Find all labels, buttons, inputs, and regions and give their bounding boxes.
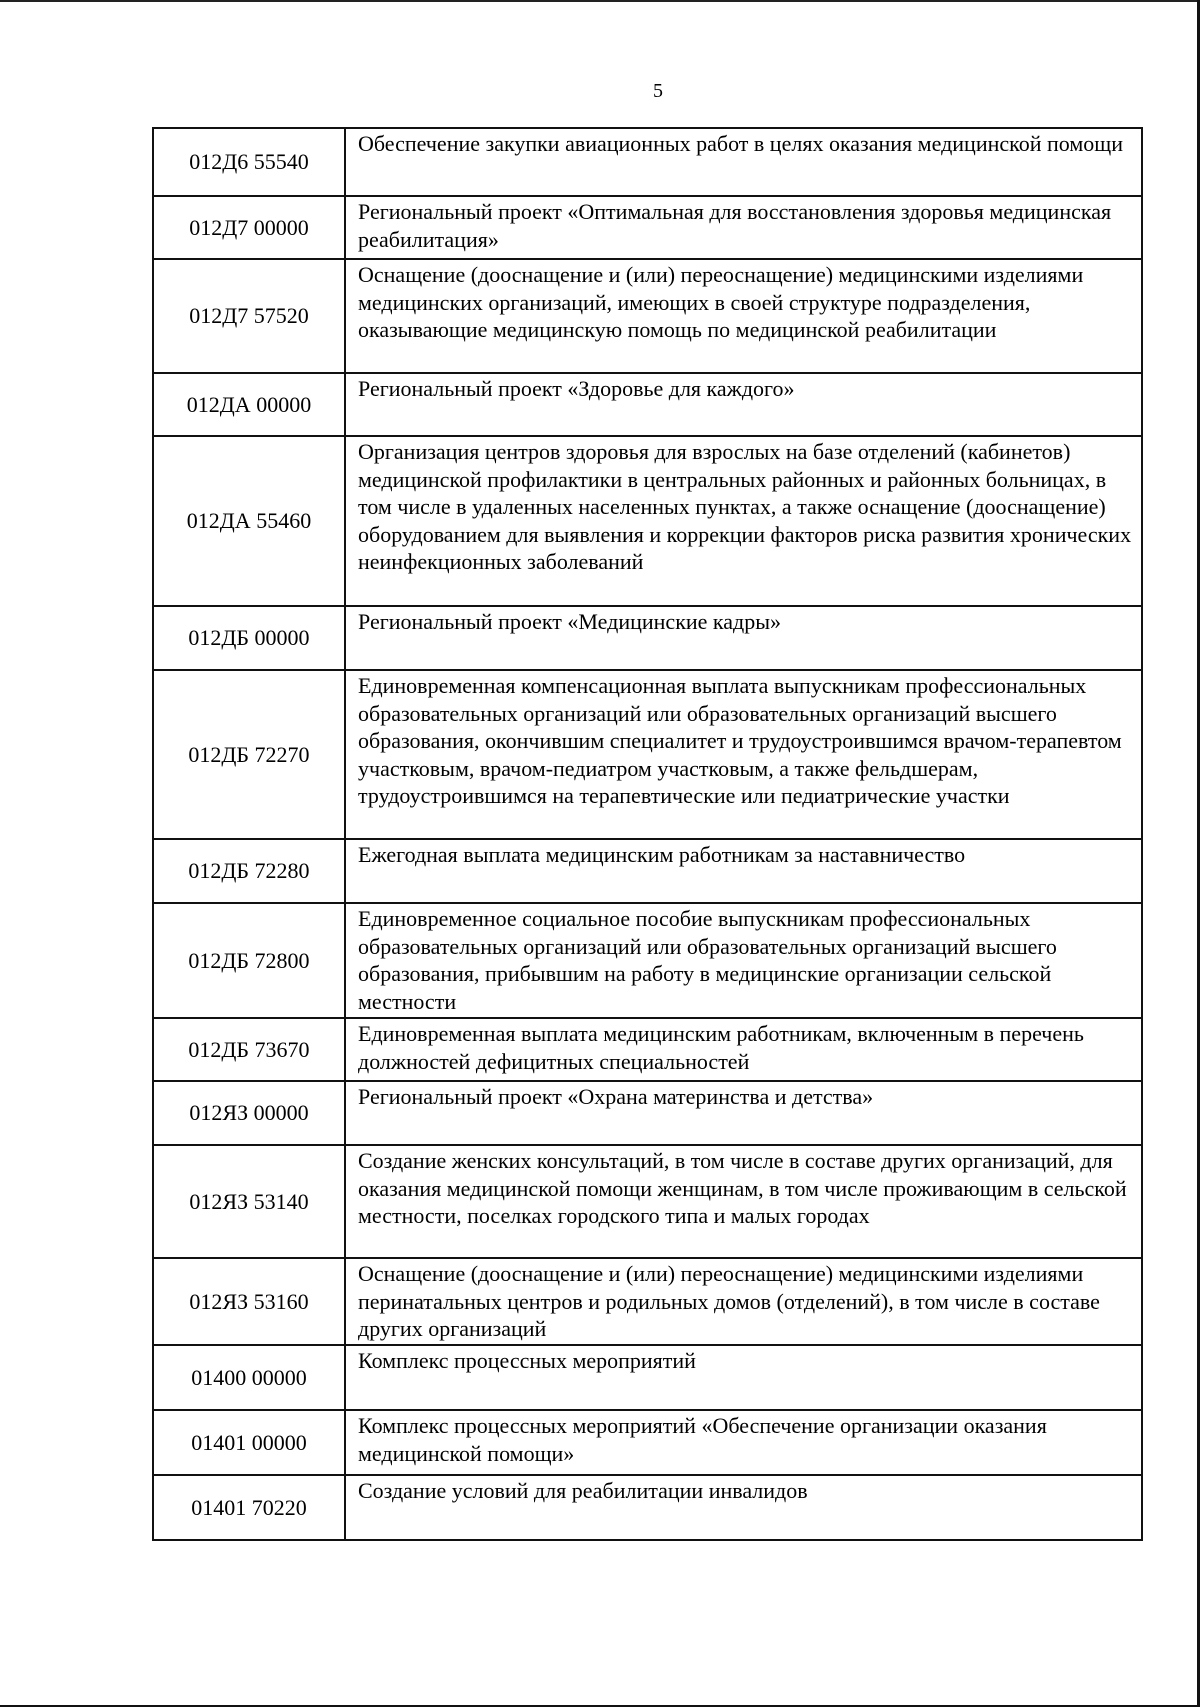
table-row (153, 1410, 1142, 1475)
description-cell: Организация центров здоровья для взрослых на базе отделений (кабинетов) медицинской профилактики в центральных районных и районных больницах, в том числе в удаленных населенных пунктах, а также оснащение (дооснащение) оборудованием для выявления и коррекции факторов риска развития хронических неинфекционных заболеваний (345, 436, 1142, 606)
description-cell: Единовременная компенсационная выплата выпускникам профессиональных образовательных организаций или образовательных организаций высшего образования, окончившим специалитет и трудоустроившимся врачом-терапевтом участковым, врачом-педиатром участковым, а также фельдшерам, трудоустроившимся на терапевтические или педиатрические участки (345, 670, 1142, 839)
description-cell: Оснащение (дооснащение и (или) переоснащение) медицинскими изделиями перинатальных центров и родильных домов (отделений), в том числе в составе других организаций (345, 1258, 1142, 1345)
description-cell: Ежегодная выплата медицинским работникам за наставничество (345, 839, 1142, 903)
description-cell: Единовременное социальное пособие выпускникам профессиональных образовательных организаций или образовательных организаций высшего образования, прибывшим на работу в медицинские организации сельской местности (345, 903, 1142, 1018)
table-row (153, 903, 1142, 1018)
budget-codes-table (152, 127, 1143, 1541)
table-row (153, 606, 1142, 670)
code-cell: 012Д6 55540 (153, 128, 345, 196)
code-cell: 012Д7 00000 (153, 196, 345, 259)
description-cell: Создание условий для реабилитации инвалидов (345, 1475, 1142, 1540)
page-number: 5 (653, 80, 663, 102)
table-row (153, 1258, 1142, 1345)
table-row (153, 128, 1142, 196)
table-row (153, 259, 1142, 373)
description-cell: Региональный проект «Охрана материнства и детства» (345, 1081, 1142, 1145)
description-cell: Региональный проект «Оптимальная для восстановления здоровья медицинская реабилитация» (345, 196, 1142, 259)
code-cell: 01400 00000 (153, 1345, 345, 1410)
table-row (153, 839, 1142, 903)
code-cell: 012ЯЗ 53160 (153, 1258, 345, 1345)
table-row (153, 373, 1142, 436)
code-cell: 012ДБ 00000 (153, 606, 345, 670)
description-cell: Единовременная выплата медицинским работникам, включенным в перечень должностей дефицитных специальностей (345, 1018, 1142, 1081)
description-cell: Обеспечение закупки авиационных работ в целях оказания медицинской помощи (345, 128, 1142, 196)
code-cell: 012ДБ 73670 (153, 1018, 345, 1081)
description-cell: Региональный проект «Медицинские кадры» (345, 606, 1142, 670)
table-row (153, 1475, 1142, 1540)
code-cell: 012ДБ 72800 (153, 903, 345, 1018)
code-cell: 012ДБ 72270 (153, 670, 345, 839)
code-cell: 012ДА 55460 (153, 436, 345, 606)
description-cell: Комплекс процессных мероприятий (345, 1345, 1142, 1410)
table-row (153, 670, 1142, 839)
table-row (153, 1018, 1142, 1081)
table-row (153, 436, 1142, 606)
description-cell: Комплекс процессных мероприятий «Обеспечение организации оказания медицинской помощи» (345, 1410, 1142, 1475)
code-cell: 012ЯЗ 00000 (153, 1081, 345, 1145)
table-row (153, 1081, 1142, 1145)
description-cell: Региональный проект «Здоровье для каждого» (345, 373, 1142, 436)
code-cell: 012ДА 00000 (153, 373, 345, 436)
description-cell: Создание женских консультаций, в том числе в составе других организаций, для оказания медицинской помощи женщинам, в том числе проживающим в сельской местности, поселках городского типа и малых городах (345, 1145, 1142, 1258)
code-cell: 01401 00000 (153, 1410, 345, 1475)
code-cell: 012ЯЗ 53140 (153, 1145, 345, 1258)
table-row (153, 196, 1142, 259)
code-cell: 01401 70220 (153, 1475, 345, 1540)
code-cell: 012Д7 57520 (153, 259, 345, 373)
table-row (153, 1145, 1142, 1258)
code-cell: 012ДБ 72280 (153, 839, 345, 903)
page-border-top (0, 0, 1200, 2)
description-cell: Оснащение (дооснащение и (или) переоснащение) медицинскими изделиями медицинских организаций, имеющих в своей структуре подразделения, оказывающие медицинскую помощь по медицинской реабилитации (345, 259, 1142, 373)
table-row (153, 1345, 1142, 1410)
